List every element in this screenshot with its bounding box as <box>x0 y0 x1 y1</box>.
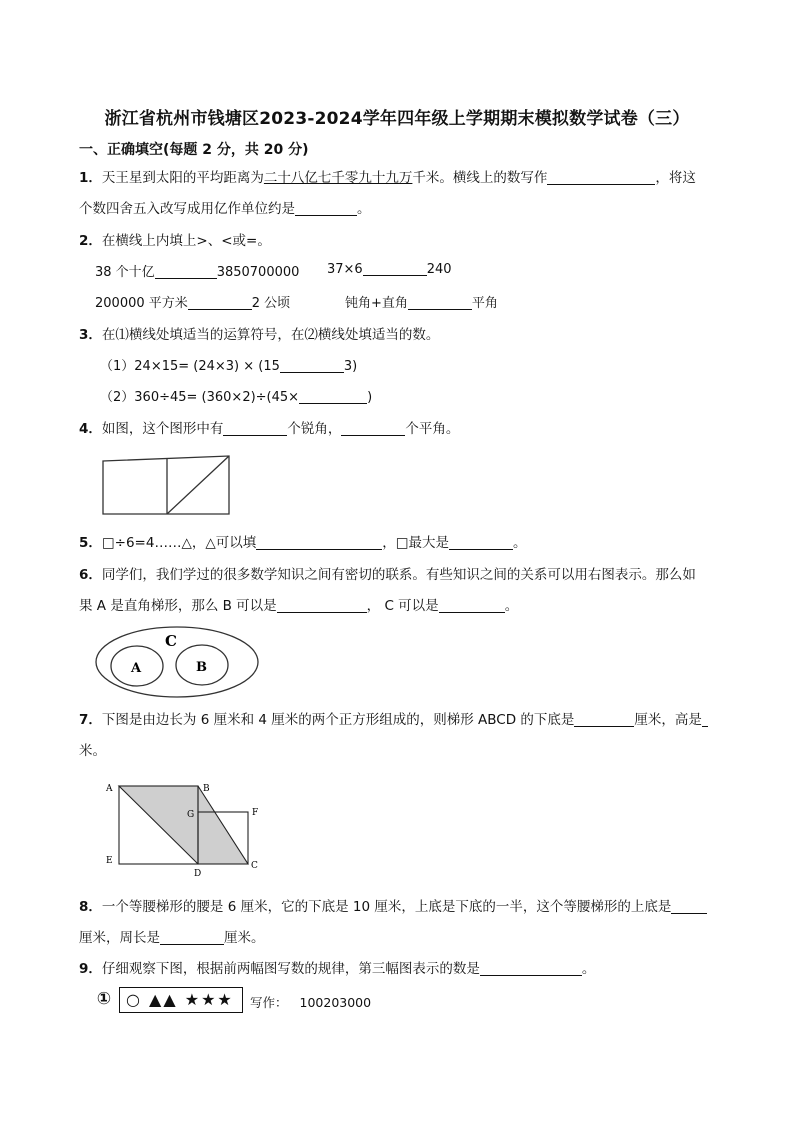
question-4-number: 4． <box>79 421 102 437</box>
q2-row-2-left <box>95 292 290 311</box>
venn-label-b: B <box>196 660 207 675</box>
q1-text-b: 千米。横线上的数写作 <box>412 170 548 186</box>
q6-text-a: 果 A 是直角梯形，那么 B 可以是 <box>79 598 277 614</box>
page-title: 浙江省杭州市钱塘区2023-2024学年四年级上学期期末模拟数学试卷（三） <box>104 109 690 129</box>
label-f: F <box>252 808 259 818</box>
q2-r2-a: 200000 平方米 <box>95 296 188 311</box>
q3-s1-a: （1）24×15= (24×3) × (15 <box>100 359 280 374</box>
q5-text-a: □÷6=4……△，△可以填 <box>101 535 257 551</box>
q1-text-a: 天王星到太阳的平均距离为 <box>101 170 264 186</box>
q3-s2-a: （2）360÷45= (360×2)÷(45× <box>100 390 300 405</box>
label-g: G <box>187 810 195 820</box>
q9-write-row <box>250 993 371 1011</box>
question-8-number: 8． <box>79 899 102 915</box>
q2-blank-2[interactable] <box>363 261 427 276</box>
venn-label-c: C <box>165 632 177 650</box>
q5-blank-1[interactable] <box>256 535 382 550</box>
q6-line1: 同学们，我们学过的很多数学知识之间有密切的联系。有些知识之间的关系可以用右图表示。那么如 <box>101 567 696 583</box>
question-8-line-1 <box>79 895 707 915</box>
q1-line2-end: 。 <box>357 201 371 217</box>
q7-blank-1[interactable] <box>574 712 634 727</box>
q3-text: 在⑴横线处填适当的运算符号，在⑵横线处填适当的数。 <box>101 327 440 343</box>
question-1-line-2 <box>79 197 371 217</box>
question-7-line-1 <box>79 708 708 728</box>
q5-text-c: 。 <box>513 535 527 551</box>
q9-text-a: 仔细观察下图，根据前两幅图写数的规律，第三幅图表示的数是 <box>101 961 480 977</box>
label-d: D <box>194 869 202 879</box>
q4-angle-figure <box>98 452 234 518</box>
q2-r1-a: 38 个十亿 <box>95 265 155 280</box>
q7-text-a: 下图是由边长为 6 厘米和 4 厘米的两个正方形组成的，则梯形 ABCD 的下底是 <box>101 712 575 728</box>
question-6-line-1 <box>79 563 696 583</box>
venn-ellipse-c <box>96 627 258 697</box>
q2-r2-d: 平角 <box>471 296 498 311</box>
q5-blank-2[interactable] <box>449 535 513 550</box>
label-b: B <box>203 784 210 794</box>
q9-shape-box: ○ ▲▲ ★★★ <box>119 987 243 1013</box>
question-9-line <box>79 957 595 977</box>
q3-s2-b: ) <box>367 390 373 405</box>
q8-line2-a: 厘米，周长是 <box>79 930 160 946</box>
q9-write-label: 写作： <box>250 995 288 1010</box>
q1-underlined-text: 二十八亿七千零九十九万 <box>263 170 413 186</box>
label-a: A <box>106 784 113 794</box>
q2-row-1-left <box>95 261 299 280</box>
q2-r2-b: 2 公顷 <box>251 296 291 311</box>
q3-blank-2[interactable] <box>299 389 367 404</box>
q2-blank-3[interactable] <box>188 295 252 310</box>
q4-outer-shape <box>103 456 229 514</box>
question-8-line-2 <box>79 926 265 946</box>
q3-sub-1 <box>100 355 357 374</box>
question-7-line-2 <box>79 739 106 759</box>
q2-row-2-right <box>345 292 498 311</box>
q6-venn-diagram <box>94 624 260 700</box>
question-3-line <box>79 323 439 343</box>
question-6-line-2 <box>79 594 518 614</box>
q3-s1-b: 3) <box>343 359 358 374</box>
q3-blank-1[interactable] <box>280 358 344 373</box>
q5-text-b: ，□最大是 <box>382 535 449 551</box>
question-5-number: 5． <box>79 535 102 551</box>
question-3-number: 3． <box>79 327 102 343</box>
question-2-line <box>79 229 271 249</box>
question-2-number: 2． <box>79 233 102 249</box>
q8-line2-b: 厘米。 <box>224 930 265 946</box>
q8-text-a: 一个等腰梯形的腰是 6 厘米，它的下底是 10 厘米，上底是下底的一半，这个等腰梯形的上底是 <box>101 899 672 915</box>
q6-text-c: 。 <box>504 598 519 614</box>
question-7-number: 7． <box>79 712 102 728</box>
q4-blank-1[interactable] <box>223 421 287 436</box>
q6-text-b: ， C 可以是 <box>366 598 439 614</box>
q8-blank-1[interactable] <box>671 899 707 914</box>
question-1-line-1 <box>79 166 696 186</box>
question-5-line <box>79 531 527 551</box>
question-4-line <box>79 417 459 437</box>
q2-r1-b: 3850700000 <box>216 265 300 280</box>
q9-write-value: 100203000 <box>299 995 372 1010</box>
q4-text-b: 个锐角， <box>287 421 342 437</box>
q6-blank-1[interactable] <box>277 598 367 613</box>
q4-text-a: 如图，这个图形中有 <box>101 421 224 437</box>
q1-text-c: ，将这 <box>655 170 696 186</box>
q3-sub-2 <box>100 386 372 405</box>
q2-blank-1[interactable] <box>155 264 217 279</box>
question-6-number: 6． <box>79 567 102 583</box>
q1-line2-text: 个数四舍五入改写成用亿作单位约是 <box>79 201 295 217</box>
q2-blank-4[interactable] <box>408 295 472 310</box>
q1-blank-1[interactable] <box>547 170 655 185</box>
venn-label-a: A <box>131 661 142 676</box>
q7-line2: 米。 <box>79 743 106 759</box>
q7-text-b: 厘米，高是 <box>634 712 702 728</box>
q2-r1-d: 240 <box>426 262 452 277</box>
q8-blank-2[interactable] <box>160 930 224 945</box>
q9-text-b: 。 <box>581 961 596 977</box>
q4-text-c: 个平角。 <box>405 421 460 437</box>
q4-diagonal-line <box>167 456 229 514</box>
q2-r2-c: 钝角+直角 <box>345 296 408 311</box>
q4-blank-2[interactable] <box>341 421 405 436</box>
q6-blank-2[interactable] <box>439 598 505 613</box>
q7-blank-2[interactable] <box>702 712 708 727</box>
question-9-number: 9． <box>79 961 102 977</box>
question-1-number: 1． <box>79 170 102 186</box>
q2-row-1-right <box>327 261 452 277</box>
q2-r1-c: 37×6 <box>327 262 363 277</box>
label-e: E <box>106 856 113 866</box>
trapezoid-abcd <box>119 786 248 864</box>
q9-blank-1[interactable] <box>480 961 582 976</box>
q7-squares-figure <box>100 779 266 879</box>
q1-blank-2[interactable] <box>295 201 357 216</box>
label-c: C <box>251 861 258 871</box>
q9-figure-number: ① <box>96 989 112 1009</box>
q2-text: 在横线上内填上>、<或=。 <box>101 233 271 249</box>
section-heading: 一、正确填空(每题 2 分，共 20 分) <box>79 142 309 158</box>
